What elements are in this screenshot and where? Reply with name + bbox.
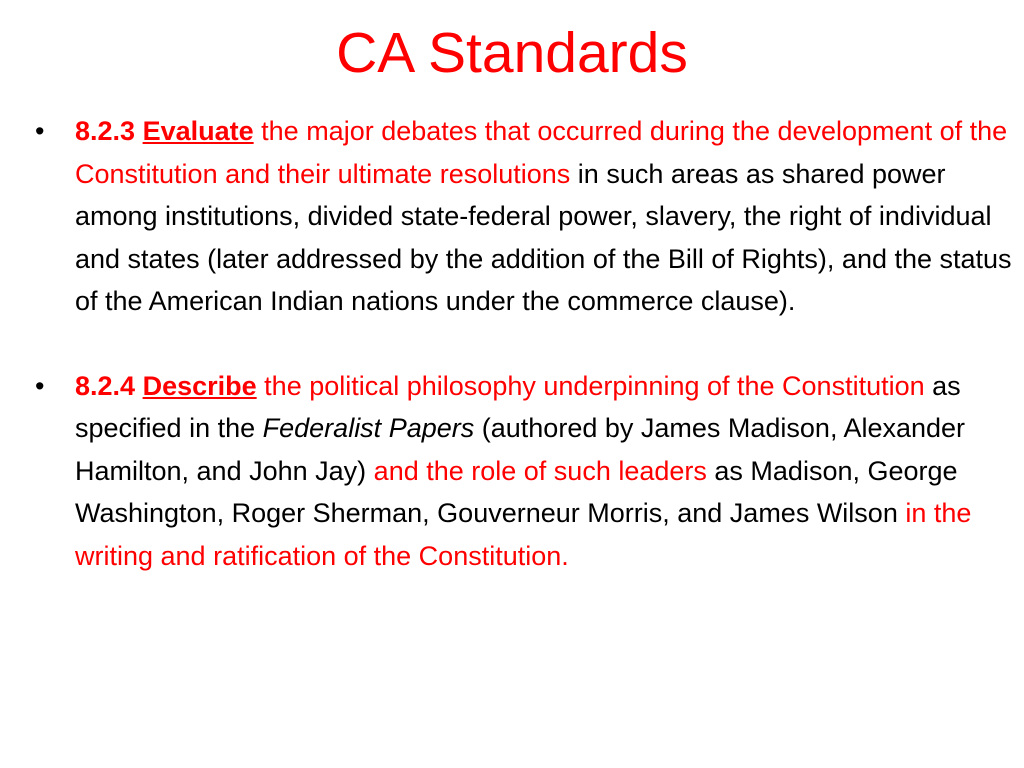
standard-item-8-2-3 (22, 110, 1012, 323)
standard-detail-text: as Madison, George Washington, Roger Sherman, Gouverneur Morris, and James Wilson (75, 455, 958, 528)
bullet-icon: • (35, 116, 45, 146)
standard-focus-text: and the role of such leaders (373, 455, 707, 486)
standard-detail-text: as specified in the (75, 370, 961, 443)
standard-code: 8.2.3 (75, 116, 136, 146)
standard-detail-text: (authored by James Madison, Alexander Hamilton, and John Jay) (75, 413, 966, 486)
slide-title: CA Standards (336, 21, 688, 85)
standard-item-8-2-4 (22, 365, 1012, 578)
standard-code: 8.2.4 (75, 370, 136, 401)
bullet-icon: • (35, 370, 45, 401)
standard-focus-text: the major debates that occurred during the development of the Constitution and their ultimate resolutions (75, 116, 1008, 189)
standard-verb: Describe (142, 370, 257, 401)
standards-list (22, 110, 1012, 577)
standard-verb: Evaluate (142, 116, 254, 146)
standard-focus-text: in the writing and ratification of the Constitution. (75, 498, 972, 571)
document-title: Federalist Papers (262, 413, 475, 443)
standard-detail-text: in such areas as shared power among institutions, divided state-federal power, slavery, the right of individual and states (later addressed by the addition of the Bill of Rights), and the status of the American Indian nations under the commerce clause). (75, 158, 1012, 316)
standard-focus-text: the political philosophy underpinning of the Constitution (264, 370, 925, 401)
